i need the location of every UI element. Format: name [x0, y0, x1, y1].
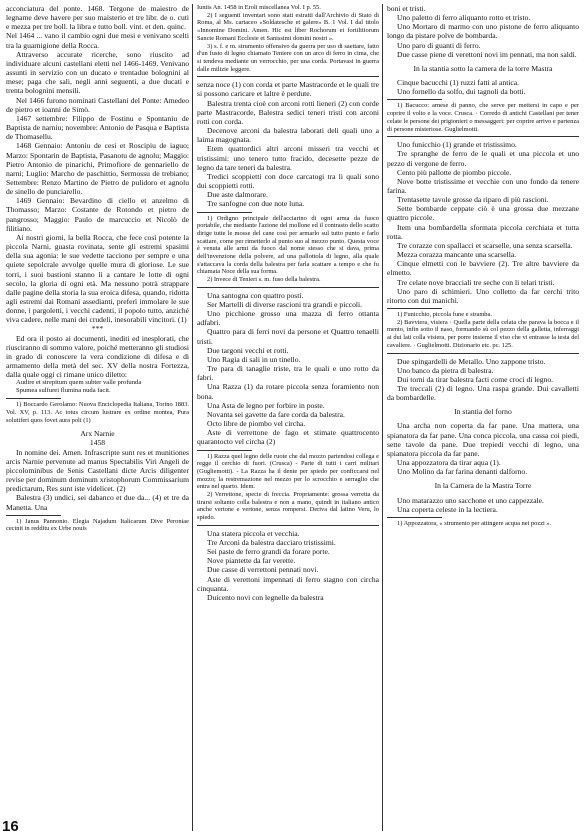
footnote: 1) Razza quel legno delle ruote che dal mozzo partendosi collega e regge il cerchio di fuori. (Crusca) - Parte di tutti i carri militari (Gugliemotti). - La Razza ha il dente per spiedo per conficcarsi nel mozzo; la restremazione nel mezzo per lo scrocchio e serraglio che entra nel quarto. Idem. [197, 452, 379, 491]
column-left [6, 4, 189, 533]
section-separator: *** [91, 324, 104, 334]
paragraph: Nel 1466 furono nominati Castellani del Ponte: Amedeo de pietro et ioanni de Simò. [6, 95, 189, 114]
page-number: 16 [2, 818, 19, 835]
inventory-item: Tre treccali (2) di legno. Una raspa grande. Dui cavalletti da bombardelle. [387, 384, 579, 403]
footnote-rule [387, 99, 442, 100]
inventory-item: Sette bombarde ceppate ciò è una grossa due mezzane quattro piccole. [387, 204, 579, 223]
paragraph: Nel 1464 ... vano il cambio ogni due mesi e venivano scelti tra la guarnigione della Rocca. [6, 31, 189, 50]
footnote: 2) Bavviera, visiera · Quella parte della celata che parava la bocca e il mento, infin sotto il naso, formando sù col pezzo della galletta, inferraggi ai dui lati colla visiera, per porre insieme il viso che vi entrasse la testa del cavaliere. · Guglielmotti. Dizionario etc. pc. 125. [387, 318, 579, 349]
inventory-item: boni et tristi. [387, 4, 426, 13]
inventory-item: Uno banco da pietra di balestra. [397, 365, 494, 375]
document-year: 1458 [89, 438, 106, 448]
inventory-item: Uno fornello da solfo, dui tagnoli da botti. [397, 87, 526, 97]
paragraph: 1468 Gennaio: Antoniu de cesi et Roscipiu de iaguo; Marzo: Spontarin de Baptista, Pasanotu de agnolu; Maggio: Pietro Antonio de pinarichi, Primofiore de gennariello de narni; Luglio: Marcho de paschittio, Sermossu de trebiano; Settembre: Renzo Martino de Pietro de pulidoro et agnolu de sinello de punciarello. [6, 141, 189, 197]
inventory-item: Una Asta de legno per forbire in poste. [207, 400, 325, 410]
inventory-item: Sei paste de ferro grandi da forare porte. [207, 547, 330, 557]
inventory-item: Uno Molino da far farina denanti dalforno. [397, 467, 528, 477]
inventory-item: Uno Ragia di sali in un tinello. [207, 354, 301, 364]
inventory-item: Due aste dalmorare. [207, 190, 268, 200]
inventory-item: Due targoni vecchi et rotti. [207, 345, 289, 355]
footnote: 1) Funicchio, piccola fune e stramba. [397, 311, 492, 319]
inventory-item: Due casse piene di verettoni novi im pennati, ma non saldi. [397, 49, 577, 59]
column-middle [197, 4, 379, 602]
footnote: 1) Janus Pannonio. Elegia Najadum Italicarum Dive Peroniae cecinit in redditu ex Urbe nouis [6, 517, 189, 533]
column-right [387, 4, 579, 528]
footnote: 1) Bacucco: arnese di panno, che serve per mettersi in capo e per coprire il volto e la voce. Crusca. · Corredo di antichi Castellani per tener celate le persone dei prigionieri o messaggeri: per coprire arrivo e partenza di persone misteriose. Guglielmotti. [387, 102, 579, 133]
footnote-rule [6, 398, 61, 399]
inventory-item: Due spingardelli de Metallo. Uno zappone tristo. [397, 356, 546, 366]
paragraph: Ed ora il posto ai documenti, inediti ed inesplorati, che riusciranno di sommo valore, poiché metteranno gli studiosi in grado di conoscere la vera condizione di difesa e di armamento della metà del sec. XV della nostra Fortezza, dalla quale oggi ci rimane unico diletto: [6, 333, 189, 380]
inventory-item: Ser Martelli di diverse rascioni tra grandi e piccoli. [207, 300, 362, 309]
paragraph: Balestra (3) undici, sei dabanco et due da... (4) et tre da Manetta. Una [6, 493, 189, 512]
footnote: 3) s. f. e m. strumento offensivo da guerra per uso di saettare, fatto d'un fusto di legno chiamato Teniere con un arco di ferro in cima, che si tendeva mediante un verrocchio, per una corda. Portavasi in guerra dalle milizie leggere. [197, 42, 379, 73]
room-heading: In la stantia sotto la camera de la torre Mastra [413, 63, 553, 73]
footnote: 2) I seguenti inventari sono stati estratti dall'Archivio di Stato di Roma, al Ms. cartaceo «Soldatesche et galere» B. 1 Vol. I dal titolo «Innomine Domini. Amen. Hic est liber Rochorum et fortilitiorum Sancte Romani Ecclesie et Sanissimi domini nostri ». [197, 11, 379, 42]
rule [197, 76, 379, 77]
inventory-item: Una statera piccola et vecchia. [207, 528, 300, 538]
document-heading: Arx Narnie [80, 429, 115, 439]
inventory-item: Cinque bacucchi (1) ruzzi fatti al antica. [397, 78, 520, 88]
rule [387, 353, 579, 354]
rule [387, 136, 579, 137]
inventory-item: Tre spranghe de ferro de le quali et una piccola et uno pezzo di vergone de ferro. [387, 149, 579, 168]
inventory-item: Una appozzatora da tirar aqua (1). [397, 458, 501, 468]
inventory-item: Aste di verrettone de fago et stimate quattrocento quarantocto vel circha (2) [197, 428, 379, 447]
inventory-item: senza noce (1) con corda et parte Mastracorde et le quali tre si possono caricare et laltre è perdute. [197, 80, 379, 99]
rule [197, 525, 379, 526]
paragraph: Attraverso accurate ricerche, sono riuscito ad individuare alcuni castellani eletti nel 1466-1469. Venivano assunti in servizio con un ducato e trentadue bolognini al mese; paga che sali, negli anni seguenti, a due ducati e trenta bolognini mensili. [6, 49, 189, 96]
footnote-rule [197, 450, 252, 451]
inventory-item: Tre para di tanaglie triste, tra le quali e uno rotto da fabri. [197, 364, 379, 383]
footnote: 1) Appozzatora, « strumento per attingere acqua nei pozzi ». [397, 519, 552, 527]
inventory-item: Dui torni da tirar balestra facti come croci di legno. [397, 374, 554, 384]
verse-line: Audire et strepitum quem subter valle profunda [16, 379, 142, 387]
inventory-item: Tredici scoppietti con doce carcatogi tra li quali sono dui scoppietti rotti. [197, 171, 379, 191]
inventory-item: Uno Mortaro di marmo con uno pistone de ferro aliquanto longo da pistare polve de bombarda. [387, 22, 579, 41]
rule [197, 287, 379, 288]
footnote: Iuniis An. 1458 in Eroli miscellanea Vol. I p. 55. [197, 4, 321, 11]
inventory-item: Due casse di verrettoni pennati novi. [207, 565, 319, 575]
footnote: 2) Invece di Tenieri s. m. fuso della balestra. [207, 276, 321, 284]
inventory-item: Uno picchione grosso una mazza di ferro ottanta adfabri. [197, 309, 379, 328]
column-divider [382, 4, 383, 831]
inventory-item: Una santogna con quattro posti. [207, 290, 304, 300]
inventory-item: Duicento novi con legnelle da balestra [207, 592, 324, 602]
inventory-item: Decenove arconi da balestra laborati deli quali uno a laima magognata. [197, 126, 379, 145]
inventory-item: Trentasette tavole grosse da riparo di più rascioni. [397, 195, 549, 205]
inventory-item: Octo libre de piombo vel circha. [207, 419, 306, 429]
room-heading: In stantia del forno [454, 407, 512, 417]
footnote: 1) Ordigno principale dell'acciarino di ogni arma da fuoco portabile, che mediante l'azione del mollone ed il contrasto dello scatto dirige tutte le mosse del cane così per armarlo sul tutto punto e farlo scattare, come per rimetterlo al punto suo al mezzo punto. Questa voce è venuta alle armi da fuoco dal nome stesso che si dava, prima dell'invenzione della polvere, ad una pallottola di legno, alla quale s'attaccava la corda della balestra per farla scattare a tempo e che fu chiamata Noce della sua forma. [197, 214, 379, 276]
footnote-rule [387, 308, 442, 309]
inventory-item: Uno funicchio (1) grande et tristissimo. [397, 140, 517, 150]
footnote-rule [387, 517, 442, 518]
column-divider [192, 4, 193, 831]
inventory-item: Tre celate nove bracciali tre seche con li telari tristi. [397, 277, 555, 287]
inventory-item: Nove botte tristissime et vecchie con uno fondo da tenere farina. [387, 176, 579, 195]
footnote: 1) Boccardo Gerolamo: Nuova Enciclopedia Italiana, Torino 1883. Vol. XV, p. 113. Ac totus circum lustrare ex ordine montea, Pura solutiferi quos fovet aura poli (1) [6, 401, 189, 424]
footnote-rule [197, 212, 252, 213]
inventory-item: Una Razza (1) da rotare piccola senza foramiento non bona. [197, 382, 379, 401]
inventory-item: Item una bombardella sformata piccola cerchiata et tutta rotta. [387, 222, 579, 241]
inventory-item: Tre corazze con spallacci et scarselle, una senza scarsella. [397, 240, 573, 250]
inventory-item: Uno paro di schimieri. Uno colletto da far cerchi trito ritorto con dui manichi. [387, 286, 579, 305]
inventory-item: Una archa non coperta da far pane. Una mattera, una spianatora da far pane. Una conca piccola, una cassa coi piedi, sette tavole da pane. Due trepiedi vecchi di legno, una spianatora piccola da far pane. [387, 421, 579, 458]
inventory-item: Uno matarazzo uno sacchone et uno cappezzale. [397, 495, 544, 505]
paragraph: In nomine dei. Amen. Infrascripte sunt res et munitiones arcis Narnie pervenute ad manus Spectabilis Viri Angeli de piccolominibus de Senis Castellani dicte Arcis diligenter revise per dominum dominum xristophorum Commissarium predictarum, Res sunt iste videlicet. (2) [6, 447, 189, 494]
inventory-item: Balestra trenta cioè con arconi rotti lieneri (2) con corde parte Mastracorde, Balestra sedici teneri tristi con arconi rotti con corda. [197, 98, 379, 126]
inventory-item: Aste di verettoni impennati di ferro stagno con circha cinquanta. [197, 574, 379, 593]
paragraph: Ai nostri giorni, la bella Rocca, che fece così potente la piccola Narni, guasta rovinata, sente gli estremi spasimi della sua agonia: le sue vedette tacciono per sempre e una quiete sepolcrale avvolge quelle mura di gloriose. Le sue torri, i suoi bastioni stanno lì a cantare le lotte di ogni secolo, la gloria di ogni età. Ma nessuno potrà strappare dalle pagine della storia la sua eroica difesa, quando, ridotta agli estremi dai Romani assedianti, preferì immolare le sue donne, i pargoletti, i vecchi cadenti, il popolo tutto, anziché viva cadere, nelle mani dei crudeli, inesorabili vincitori. (1) [6, 232, 189, 325]
paragraph: acconciatura del ponte. 1468. Tergone de maiestro de legname deve havere per suo maisterio et tre libr. de o. cuti e mezza per tre boll. la libra e tutto boll. vint. et den. quinc. [6, 4, 189, 32]
inventory-item: Etem quattordici altri arconi misseri tra vecchi et tristissimi: uno tenero tutto fracido, decesette pezze de legno da tare teneri da balestra. [197, 144, 379, 172]
inventory-item: Uno paletto di ferro aliquanto rotto et tristo. [397, 13, 531, 23]
inventory-item: Cinque elmetti con le bavviere (2). Tre altre bavviere da elmetto. [387, 259, 579, 278]
inventory-item: Quattro para di ferri novi da persone et Quattro tenaelli tristi. [197, 327, 379, 346]
inventory-item: Tre Arconi da balestra dacciaro tristissimi. [207, 537, 336, 547]
paragraph: 1467 settembre: Filippo de Fostinu e Spontaniu de Baptista de narniu; novembre: Antonio de Pasqua e Baptista de Thomasellu. [6, 113, 189, 142]
footnote: 2) Verrettone, specie di freccia. Propriamente: grossa verretta da tirarsi soltanto colla balestra e non a mano, quindi in italiano antico anche vertone e vertone, senza rompersi. Deriva dal latino Veru, lo spiedo. [197, 491, 379, 522]
inventory-item: Uno paro di guanti di ferro. [397, 40, 481, 50]
inventory-item: Nove piantette da far verette. [207, 556, 296, 566]
verse-line: Spumea sulfurei flumina nuda facit. [16, 387, 111, 395]
room-heading: In la Camera de la Mastra Torre [434, 481, 532, 491]
inventory-item: Tre sanfogne con due note luna. [207, 199, 305, 209]
paragraph: 1469 Gennaio: Bevardino di ciello et anzelmo di Thomasso; Marzo: Costante de Rotondo et pietro de pangrosso; Maggio: Paulo de marcuccio et Nicolò de filitiano. [6, 196, 189, 233]
inventory-item: Una coperta celeste in la lectiera. [397, 504, 498, 514]
inventory-item: Mezza corazza mancante una scarsella. [397, 250, 517, 260]
inventory-item: Novanta sei gavette da fare corda da balestra. [207, 409, 345, 419]
inventory-item: Cento più pallotte de piombo piccole. [397, 167, 512, 177]
footnote-rule [6, 515, 61, 516]
